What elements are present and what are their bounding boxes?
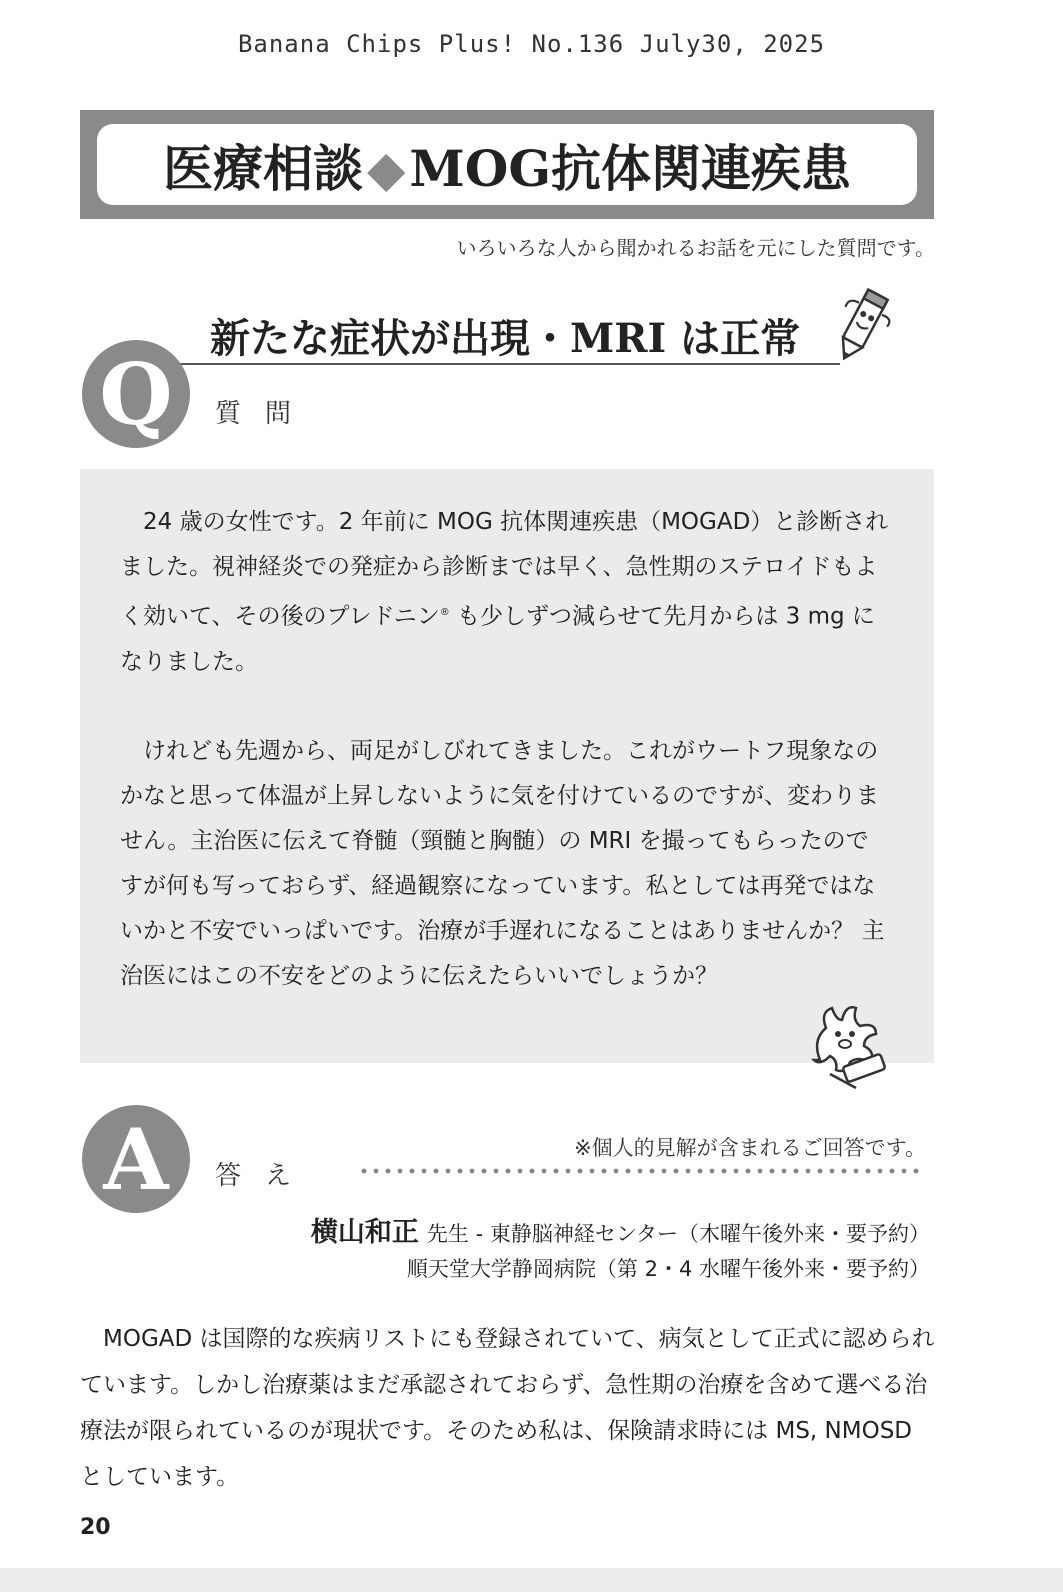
title-banner-inner [97, 124, 917, 205]
question-body [120, 500, 890, 999]
question-paragraph-1-end: も少しずつ減らせて先月からは 3 mg になりました。 [120, 603, 875, 675]
doctor-name: 横山和正 [310, 1217, 419, 1248]
bottom-strip [0, 1568, 1063, 1592]
question-badge: Q [82, 340, 190, 448]
title-topic: MOG抗体関連疾患 [409, 138, 852, 198]
answer-disclaimer: ※個人的見解が含まれるご回答です。 [574, 1136, 926, 1160]
creature-mascot-icon [790, 990, 900, 1100]
doctor-affiliation-1: 先生 - 東静脳神経センター（木曜午後外来・要予約） [426, 1222, 930, 1246]
question-heading-underline [180, 363, 840, 365]
answer-label: 答え [215, 1161, 316, 1191]
page-title [163, 129, 851, 201]
title-category: 医療相談 [162, 138, 363, 198]
question-paragraph-1-start: 24 歳の女性です。2 年前に MOG 抗体関連疾患（MOGAD）と診断されました。視神経炎での発症から診断までは早く、急性期のステロイドもよく効いて、その後のプレドニン [120, 509, 889, 630]
diamond-separator-icon: ◆ [366, 138, 406, 198]
doctor-affiliation-2: 順天堂大学静岡病院（第 2・4 水曜午後外来・要予約） [406, 1257, 930, 1281]
title-banner [80, 110, 934, 219]
dotted-divider [358, 1168, 923, 1174]
pencil-mascot-icon [826, 285, 898, 367]
masthead: Banana Chips Plus! No.136 July30, 2025 [237, 30, 826, 58]
question-paragraph-2: けれども先週から、両足がしびれてきました。これがウートフ現象なのかなと思って体温が上昇しないように気を付けているのですが、変わりません。主治医に伝えて脊髄（頸髄と胸髄）の MRI を撮ってもらったのですが何も写っておらず、経過観察になっています。私としては再発ではないかと不安でいっぱいです。治療が手遅れになることはありませんか？ 主治医にはこの不安をどのように伝えたらいいでしょうか？ [120, 737, 885, 989]
question-paragraph-1 [120, 500, 890, 685]
registered-mark: ® [439, 607, 450, 618]
subtitle-note: いろいろな人から聞かれるお話を元にした質問です。 [456, 236, 935, 260]
question-label: 質問 [215, 399, 316, 429]
question-heading: 新たな症状が出現・MRI は正常 [210, 315, 801, 362]
answer-body: MOGAD は国際的な疾病リストにも登録されていて、病気として正式に認められています。しかし治療薬はまだ承認されておらず、急性期の治療を含めて選べる治療法が限られているのが現状です。そのため私は、保険請求時には MS, NMOSD としています。 [80, 1326, 935, 1490]
doctor-credit [311, 1210, 930, 1249]
answer-badge: A [82, 1105, 190, 1213]
page-number: 20 [80, 1515, 111, 1540]
